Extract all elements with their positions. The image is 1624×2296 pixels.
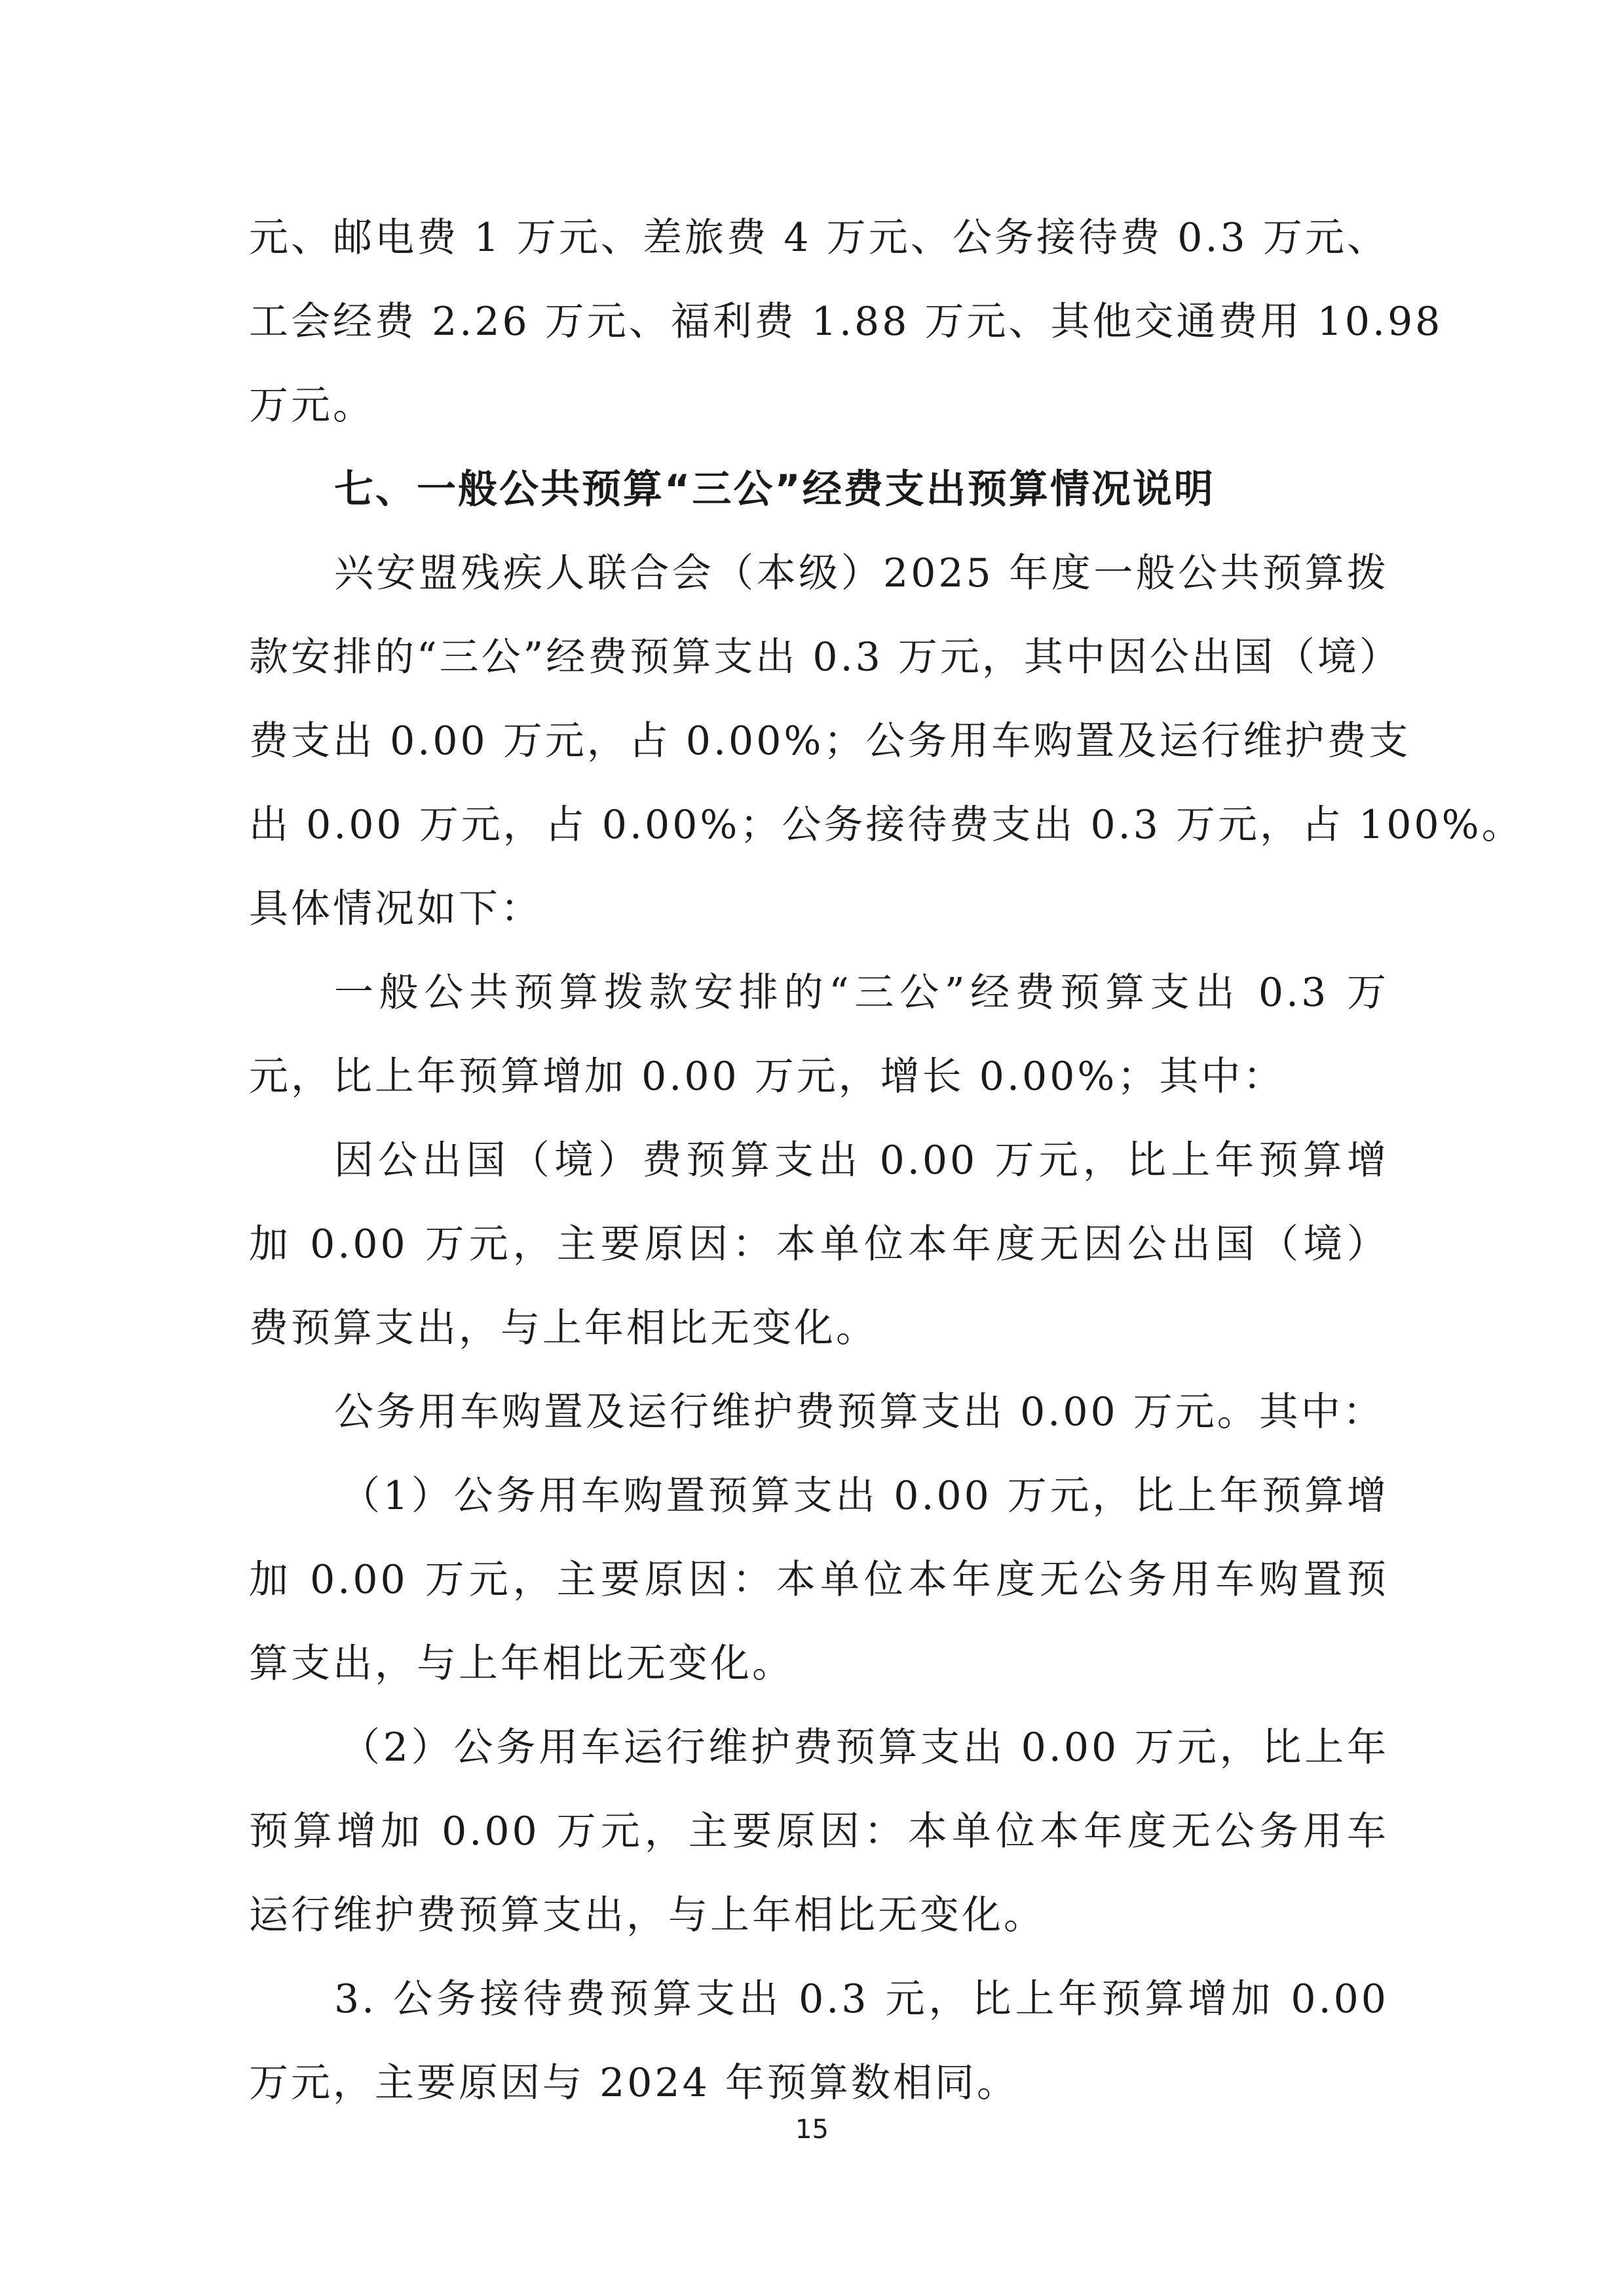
paragraph-line: （2）公务用车运行维护费预算支出 0.00 万元，比上年 [341,1725,1389,1770]
paragraph-line: 费支出 0.00 万元，占 0.00%；公务用车购置及运行维护费支 [249,718,1411,764]
paragraph-line: 具体情况如下： [249,886,542,932]
section-heading: 七、一般公共预算“三公”经费支出预算情况说明 [334,467,1215,512]
paragraph-line: 算支出，与上年相比无变化。 [249,1641,794,1687]
paragraph-line: 运行维护费预算支出，与上年相比无变化。 [249,1892,1046,1938]
paragraph-line: 工会经费 2.26 万元、福利费 1.88 万元、其他交通费用 10.98 [249,299,1443,345]
paragraph-line: 一般公共预算拨款安排的“三公”经费预算支出 0.3 万 [334,970,1389,1016]
paragraph-line: 加 0.00 万元，主要原因：本单位本年度无公务用车购置预 [249,1557,1389,1603]
page-number: 15 [795,2114,829,2145]
paragraph-line: 出 0.00 万元，占 0.00%；公务接待费支出 0.3 万元，占 100%。 [249,802,1524,848]
paragraph-line: 元，比上年预算增加 0.00 万元，增长 0.00%；其中： [249,1054,1285,1100]
paragraph-line: 预算增加 0.00 万元，主要原因：本单位本年度无公务用车 [249,1808,1389,1854]
paragraph-line: 因公出国（境）费预算支出 0.00 万元，比上年预算增 [334,1138,1389,1183]
paragraph-line: 加 0.00 万元，主要原因：本单位本年度无因公出国（境） [249,1221,1389,1267]
paragraph-line: 3. 公务接待费预算支出 0.3 元，比上年预算增加 0.00 [334,1976,1389,2022]
paragraph-line: 费预算支出，与上年相比无变化。 [249,1305,878,1351]
paragraph-line: 万元，主要原因与 2024 年预算数相同。 [249,2060,1019,2106]
paragraph-line: 兴安盟残疾人联合会（本级）2025 年度一般公共预算拨 [334,550,1389,596]
paragraph-line: 款安排的“三公”经费预算支出 0.3 万元，其中因公出国（境） [249,634,1401,680]
paragraph-line: 元、邮电费 1 万元、差旅费 4 万元、公务接待费 0.3 万元、 [249,215,1389,261]
paragraph-line: （1）公务用车购置预算支出 0.00 万元，比上年预算增 [341,1473,1389,1519]
paragraph-line: 万元。 [249,383,375,429]
paragraph-line: 公务用车购置及运行维护费预算支出 0.00 万元。其中： [334,1389,1385,1435]
